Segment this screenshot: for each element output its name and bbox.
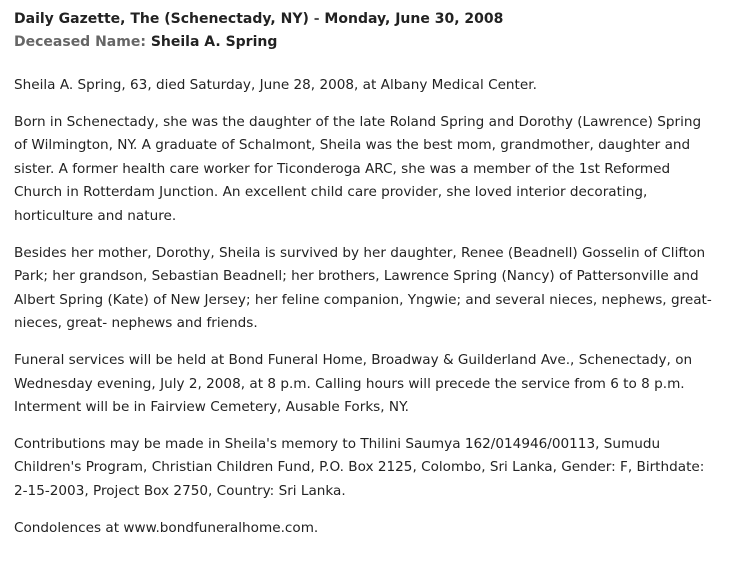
paragraph-biography: Born in Schenectady, she was the daughter of the late Roland Spring and Dorothy (Lawrence) Spring of Wilmington, NY. A graduate of Schalmont, Sheila was the best mom, grandmother, daughter and sister. A former health care worker for Ticonderoga ARC, she was a member of the 1st Reformed Church in Rotterdam Junction. An excellent child care provider, she loved interior decorating, horticulture and nature. <box>14 113 702 224</box>
publication-date: Monday, June 30, 2008 <box>324 11 504 27</box>
paragraph-funeral-services: Funeral services will be held at Bond Funeral Home, Broadway & Guilderland Ave., Schenectady, on Wednesday evening, July 2, 2008, at 8 p.m. Calling hours will precede the service from 6 to 8 p.m. Interment will be in Fairview Cemetery, Ausable Forks, NY. <box>14 351 693 416</box>
paragraph-contributions: Contributions may be made in Sheila's memory to Thilini Saumya 162/014946/00113, Sumudu Children's Program, Christian Children Fund, P.O. Box 2125, Colombo, Sri Lanka, Gender: F, Birthdate: 2-15-2003, Project Box 2750, Country: Sri Lanka. <box>14 435 705 499</box>
paragraph-survivors: Besides her mother, Dorothy, Sheila is survived by her daughter, Renee (Beadnell) Gosselin of Clifton Park; her grandson, Sebastian Beadnell; her brothers, Lawrence Spring (Nancy) of Pattersonville and Albert Spring (Kate) of New Jersey; her feline companion, Yngwie; and several nieces, nephews, great-nieces, great- nephews and friends. <box>14 244 712 332</box>
publication-name: Daily Gazette, The (Schenectady, NY) <box>14 11 309 27</box>
deceased-name-line <box>14 31 716 53</box>
obituary-body <box>14 74 716 540</box>
paragraph-condolences: Condolences at www.bondfuneralhome.com. <box>14 519 319 536</box>
publication-header <box>14 8 716 30</box>
header-separator: - <box>308 11 325 27</box>
deceased-name-value: Sheila A. Spring <box>150 34 278 50</box>
deceased-name-label: Deceased Name: <box>14 34 146 50</box>
paragraph-death-notice: Sheila A. Spring, 63, died Saturday, June 28, 2008, at Albany Medical Center. <box>14 77 537 93</box>
